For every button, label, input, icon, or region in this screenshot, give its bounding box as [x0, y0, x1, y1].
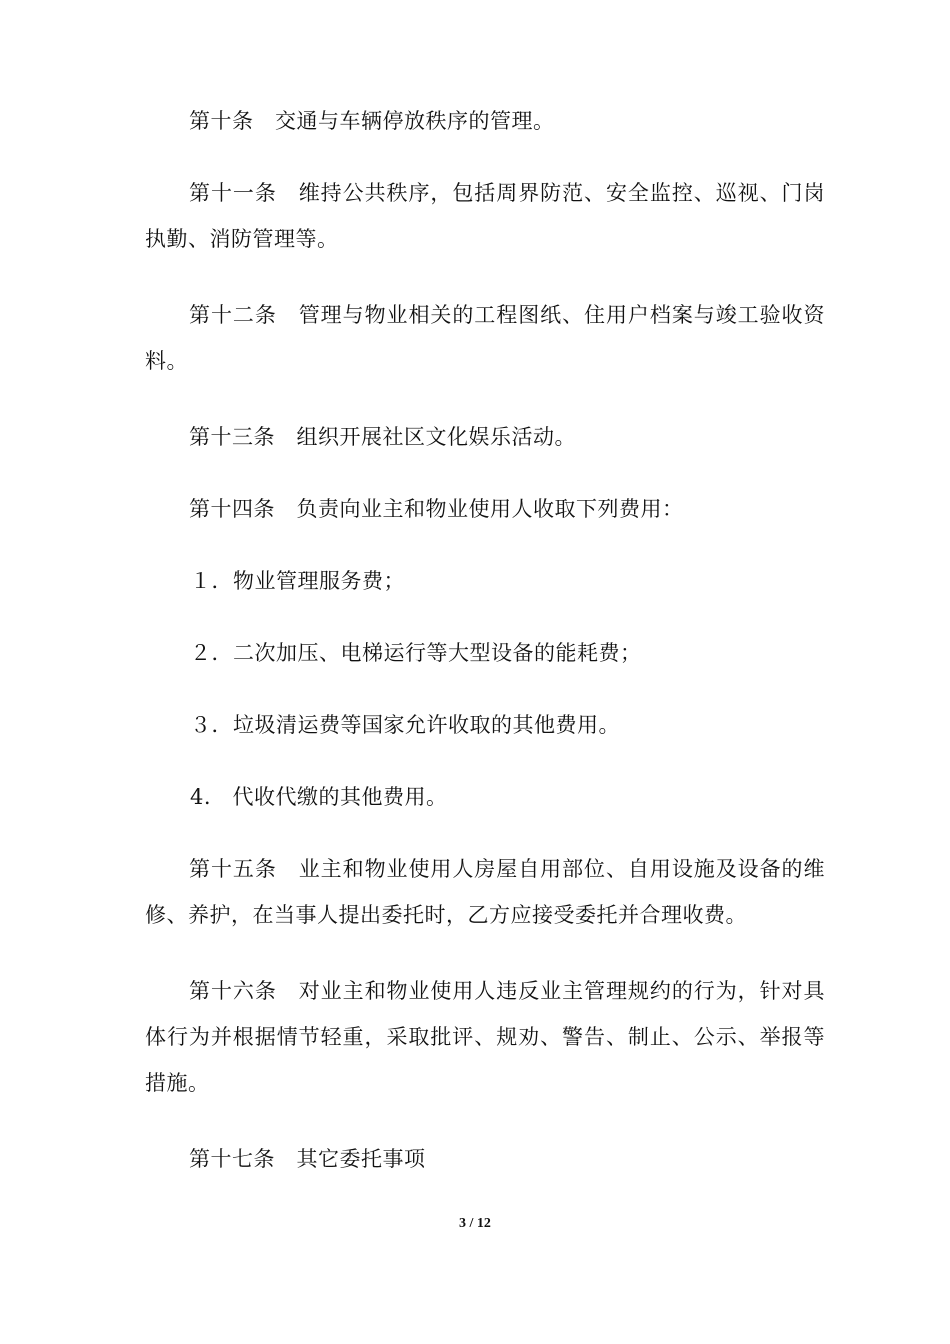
fee-item-3: ３．垃圾清运费等国家允许收取的其他费用。 — [190, 713, 620, 737]
fee-item-1: １．物业管理服务费； — [190, 569, 405, 593]
fee-item-4: 4. 代收代缴的其他费用。 — [190, 785, 448, 809]
article-14: 第十四条 负责向业主和物业使用人收取下列费用： — [189, 497, 684, 521]
article-17: 第十七条 其它委托事项 — [189, 1147, 426, 1171]
article-12: 第十二条 管理与物业相关的工程图纸、住用户档案与竣工验收资料。 — [145, 303, 825, 373]
article-11: 第十一条 维持公共秩序，包括周界防范、安全监控、巡视、门岗执勤、消防管理等。 — [145, 181, 825, 251]
fee-item-2: ２．二次加压、电梯运行等大型设备的能耗费； — [190, 641, 642, 665]
page-number: 3 / 12 — [459, 1216, 491, 1231]
article-13: 第十三条 组织开展社区文化娱乐活动。 — [189, 425, 576, 449]
article-16: 第十六条 对业主和物业使用人违反业主管理规约的行为，针对具体行为并根据情节轻重，采取批评、规劝、警告、制止、公示、举报等措施。 — [145, 979, 825, 1095]
article-15: 第十五条 业主和物业使用人房屋自用部位、自用设施及设备的维修、养护，在当事人提出委托时，乙方应接受委托并合理收费。 — [145, 857, 825, 927]
article-10: 第十条 交通与车辆停放秩序的管理。 — [189, 109, 555, 133]
